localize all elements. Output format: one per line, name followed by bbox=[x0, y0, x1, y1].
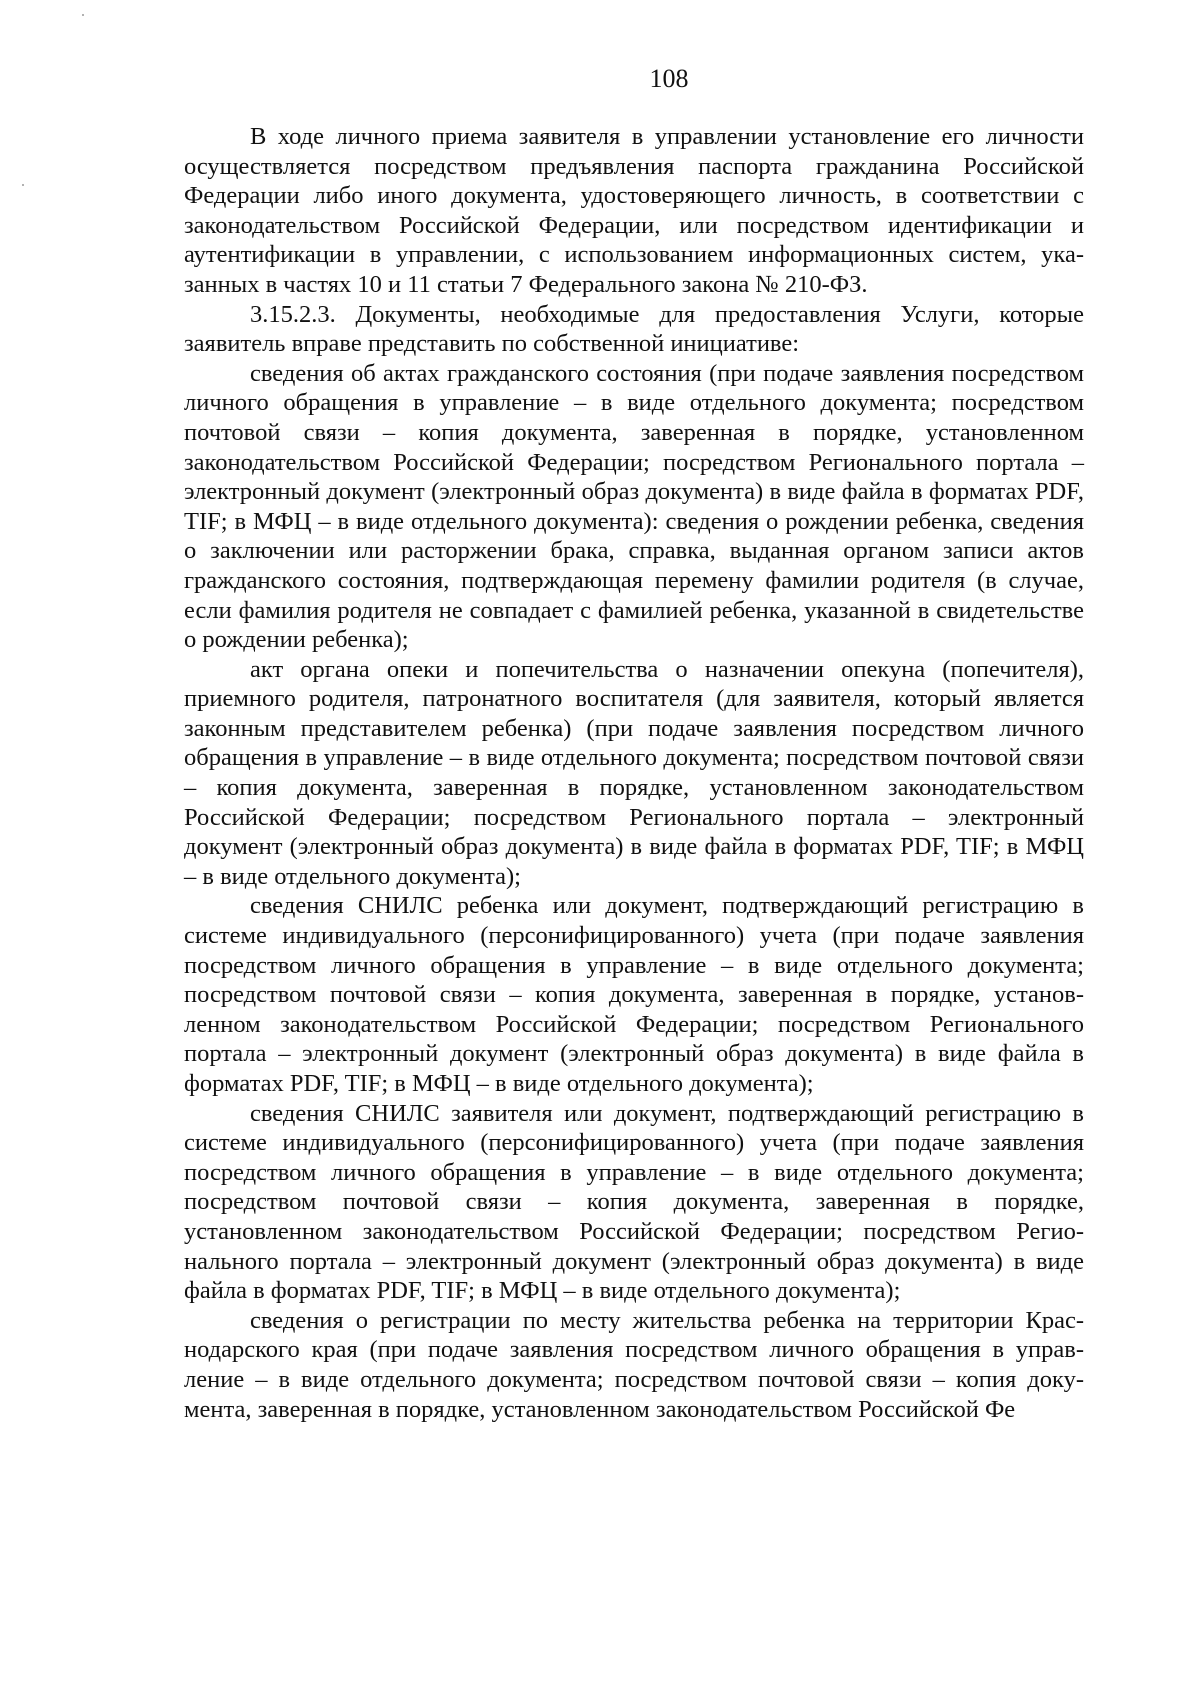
paragraph-child-registration: сведения о регистрации по месту жительства ребенка на территории Краснодарского края (при подаче заявления посредством личного обращения в управление – в виде отдельного документа; посредством почтовой связи – копия документа, заверенная в порядке, установленном законодательством Российской Фе bbox=[184, 1306, 1084, 1423]
paragraph-applicant-snils: сведения СНИЛС заявителя или документ, подтверждающий регистрацию в системе индивидуального (персонифицированного) учета (при подаче заявления посредством личного обращения в управление – в виде отдельного документа; посредством почтовой связи – копия документа, заверенная в порядке, установленном законодательством Российской Федерации; посредством Регионального портала – электронный документ (электронный образ документа) в виде файла в форматах PDF, TIF; в МФЦ – в виде отдельного документа); bbox=[184, 1099, 1084, 1305]
page-number: 108 bbox=[649, 64, 689, 93]
paragraph-child-snils: сведения СНИЛС ребенка или документ, подтверждающий регистрацию в системе индивидуального (персонифицированного) учета (при подаче заявления посредством личного обращения в управление – в виде отдельного документа; посредством почтовой связи – копия документа, заверенная в порядке, установленном законодательством Российской Федерации; посредством Регионального портала – электронный документ (электронный образ документа) в виде файла в форматах PDF, TIF; в МФЦ – в виде отдельного документа); bbox=[184, 892, 1084, 1097]
paragraph-identity-verification: В ходе личного приема заявителя в управлении установление его личности осуществляется посредством предъявления паспорта гражданина Российской Федерации либо иного документа, удостоверяющего личность, в соответствии с законодательством Российской Федерации, или посредством идентификации и аутентификации в управлении, с использованием информационных систем, указанных в частях 10 и 11 статьи 7 Федерального закона № 210-ФЗ. bbox=[184, 123, 1084, 298]
paragraph-guardianship-act: акт органа опеки и попечительства о назначении опекуна (попечителя), приемного родителя, патронатного воспитателя (для заявителя, который является законным представителем ребенка) (при подаче заявления посредством личного обращения в управление – в виде отдельного документа; посредством почтовой связи – копия документа, заверенная в порядке, установленном законодательством Российской Федерации; посредством Регионального портала – электронный документ (электронный образ документа) в виде файла в форматах PDF, TIF; в МФЦ – в виде отдельного документа); bbox=[184, 655, 1084, 890]
document-body bbox=[184, 122, 1084, 1424]
scan-speck-top bbox=[82, 14, 84, 16]
paragraph-civil-status-records: сведения об актах гражданского состояния (при подаче заявления посредством личного обращения в управление – в виде отдельного документа; посредством почтовой связи – копия документа, заверенная в порядке, установленном законодательством Российской Федерации; посредством Регионального портала – электронный документ (электронный образ документа) в виде файла в форматах PDF, TIF; в МФЦ – в виде отдельного документа): сведения о рождении ребенка, сведения о заключении или расторжении брака, справка, выданная органом записи актов гражданского состояния, подтверждающая перемену фамилии родителя (в случае, если фамилия родителя не совпадает с фамилией ребенка, указанной в свидетельстве о рождении ребенка); bbox=[184, 359, 1084, 654]
scan-speck-left bbox=[22, 184, 24, 186]
paragraph-section-3-15-2-3: 3.15.2.3. Документы, необходимые для предоставления Услуги, которые заявитель вправе представить по собственной инициативе: bbox=[184, 300, 1084, 358]
